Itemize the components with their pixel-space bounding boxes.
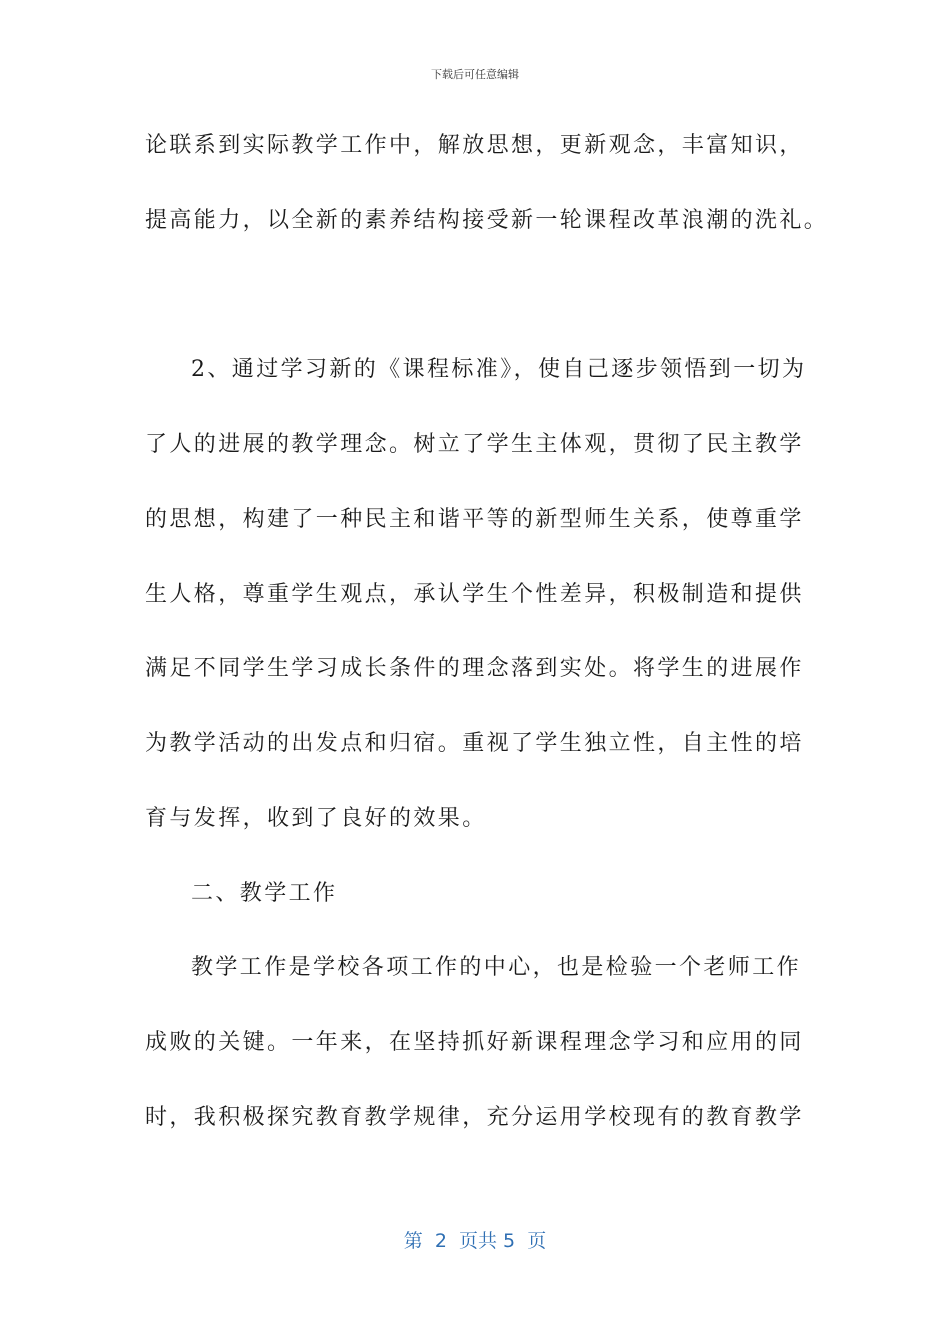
body-line: 提高能力，以全新的素养结构接受新一轮课程改革浪潮的洗礼。 xyxy=(145,208,829,233)
body-line: 为教学活动的出发点和归宿。重视了学生独立性，自主性的培 xyxy=(145,731,804,756)
body-line: 成败的关键。一年来，在坚持抓好新课程理念学习和应用的同 xyxy=(145,1030,804,1055)
body-line: 的思想，构建了一种民主和谐平等的新型师生关系，使尊重学 xyxy=(145,507,804,532)
page-header: 下载后可任意编辑 xyxy=(431,68,519,81)
body-line: 时，我积极探究教育教学规律，充分运用学校现有的教育教学 xyxy=(145,1105,804,1130)
body-line: 生人格，尊重学生观点，承认学生个性差异，积极制造和提供 xyxy=(145,582,804,607)
body-line: 论联系到实际教学工作中，解放思想，更新观念，丰富知识， xyxy=(145,133,804,158)
page-number-footer: 第 2 页共 5 页 xyxy=(403,1230,547,1252)
body-line: 了人的进展的教学理念。树立了学生主体观，贯彻了民主教学 xyxy=(145,432,804,457)
body-line: 育与发挥，收到了良好的效果。 xyxy=(145,806,487,831)
body-line: 教学工作是学校各项工作的中心，也是检验一个老师工作 xyxy=(191,955,802,980)
section-heading: 二、教学工作 xyxy=(191,881,338,906)
body-line: 2、通过学习新的《课程标准》，使自己逐步领悟到一切为 xyxy=(191,357,807,382)
body-line: 满足不同学生学习成长条件的理念落到实处。将学生的进展作 xyxy=(145,656,804,681)
